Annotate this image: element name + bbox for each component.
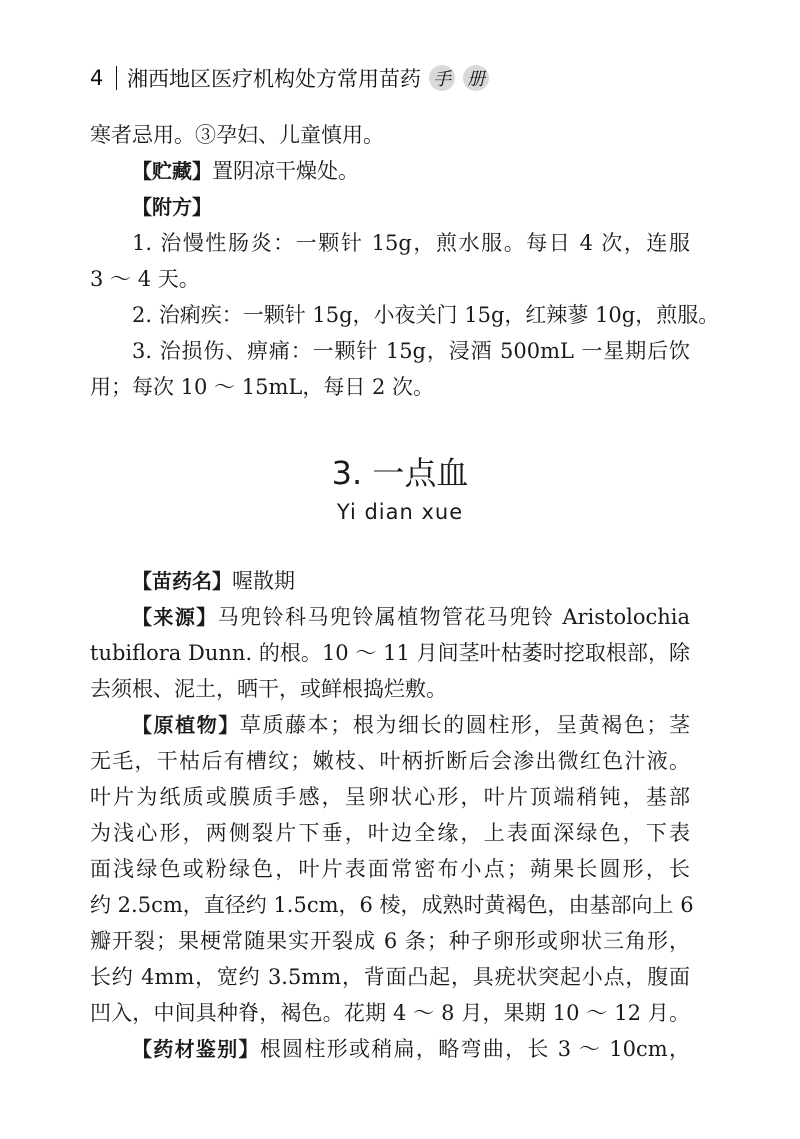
identification-line-1 xyxy=(90,1031,690,1067)
miao-name-label: 【苗药名】 xyxy=(132,569,232,593)
remedy-3-line-1: 3. 治损伤、痹痛：一颗针 15g，浸酒 500mL 一星期后饮 xyxy=(132,339,690,363)
storage-text: 置阴凉干燥处。 xyxy=(212,159,359,183)
source-text-1: 马兜铃科马兜铃属植物管花马兜铃 Aristolochia xyxy=(217,605,690,629)
previous-entry-continuation xyxy=(90,117,720,405)
remedy-2-line-1: 2. 治痢疾：一颗针 15g，小夜关门 15g，红辣蓼 10g，煎服。 xyxy=(132,303,720,327)
remedy-3-line-2: 用；每次 10 ～ 15mL，每日 2 次。 xyxy=(90,375,435,399)
entry-body xyxy=(90,563,694,1067)
contraindication-line: 寒者忌用。③孕妇、儿童慎用。 xyxy=(90,123,384,147)
miao-name-paragraph xyxy=(90,563,690,599)
plant-line-5: 面浅绿色或粉绿色，叶片表面常密布小点；蒴果长圆形，长 xyxy=(90,857,690,881)
plant-line-1 xyxy=(90,707,690,743)
entry-pinyin: Yi dian xue xyxy=(336,500,464,524)
plant-line-4: 为浅心形，两侧裂片下垂，叶边全缘，上表面深绿色，下表 xyxy=(90,821,690,845)
appendix-label: 【附方】 xyxy=(132,195,212,219)
identification-label: 【药材鉴别】 xyxy=(132,1037,260,1061)
header-divider xyxy=(116,66,117,90)
plant-line-9: 凹入，中间具种脊，褐色。花期 4 ～ 8 月，果期 10 ～ 12 月。 xyxy=(90,1001,690,1025)
identification-text-1: 根圆柱形或稍扁，略弯曲，长 3 ～ 10cm， xyxy=(259,1037,690,1061)
title-suffix-char-2: 册 xyxy=(463,65,489,91)
source-line-1 xyxy=(90,599,690,635)
plant-line-8: 长约 4mm，宽约 3.5mm，背面凸起，具疣状突起小点，腹面 xyxy=(90,965,690,989)
source-label: 【来源】 xyxy=(132,605,218,629)
miao-name-text: 喔散期 xyxy=(232,569,295,593)
storage-paragraph xyxy=(90,153,690,189)
plant-text-1: 草质藤本；根为细长的圆柱形，呈黄褐色；茎 xyxy=(239,713,691,737)
appendix-heading xyxy=(90,189,690,225)
page-number: 4 xyxy=(90,66,104,90)
storage-label: 【贮藏】 xyxy=(132,159,212,183)
running-header xyxy=(90,60,489,96)
source-line-2: tubiflora Dunn. 的根。10 ～ 11 月间茎叶枯萎时挖取根部，除 xyxy=(90,641,690,665)
plant-line-2: 无毛，干枯后有槽纹；嫩枝、叶柄折断后会渗出微红色汁液。 xyxy=(90,749,690,773)
entry-title: 3. 一点血 xyxy=(331,454,469,492)
source-line-3: 去须根、泥土，晒干，或鲜根捣烂敷。 xyxy=(90,677,447,701)
running-title: 湘西地区医疗机构处方常用苗药 xyxy=(127,67,421,91)
remedy-1-line-1: 1. 治慢性肠炎：一颗针 15g，煎水服。每日 4 次，连服 xyxy=(132,231,690,255)
title-suffix-char-1: 手 xyxy=(429,65,455,91)
plant-label: 【原植物】 xyxy=(132,713,240,737)
plant-line-7: 瓣开裂；果梗常随果实开裂成 6 条；种子卵形或卵状三角形， xyxy=(90,929,690,953)
plant-line-3: 叶片为纸质或膜质手感，呈卵状心形，叶片顶端稍钝，基部 xyxy=(90,785,690,809)
plant-line-6: 约 2.5cm，直径约 1.5cm，6 棱，成熟时黄褐色，由基部向上 6 xyxy=(90,893,694,917)
remedy-1-line-2: 3 ～ 4 天。 xyxy=(90,267,200,291)
